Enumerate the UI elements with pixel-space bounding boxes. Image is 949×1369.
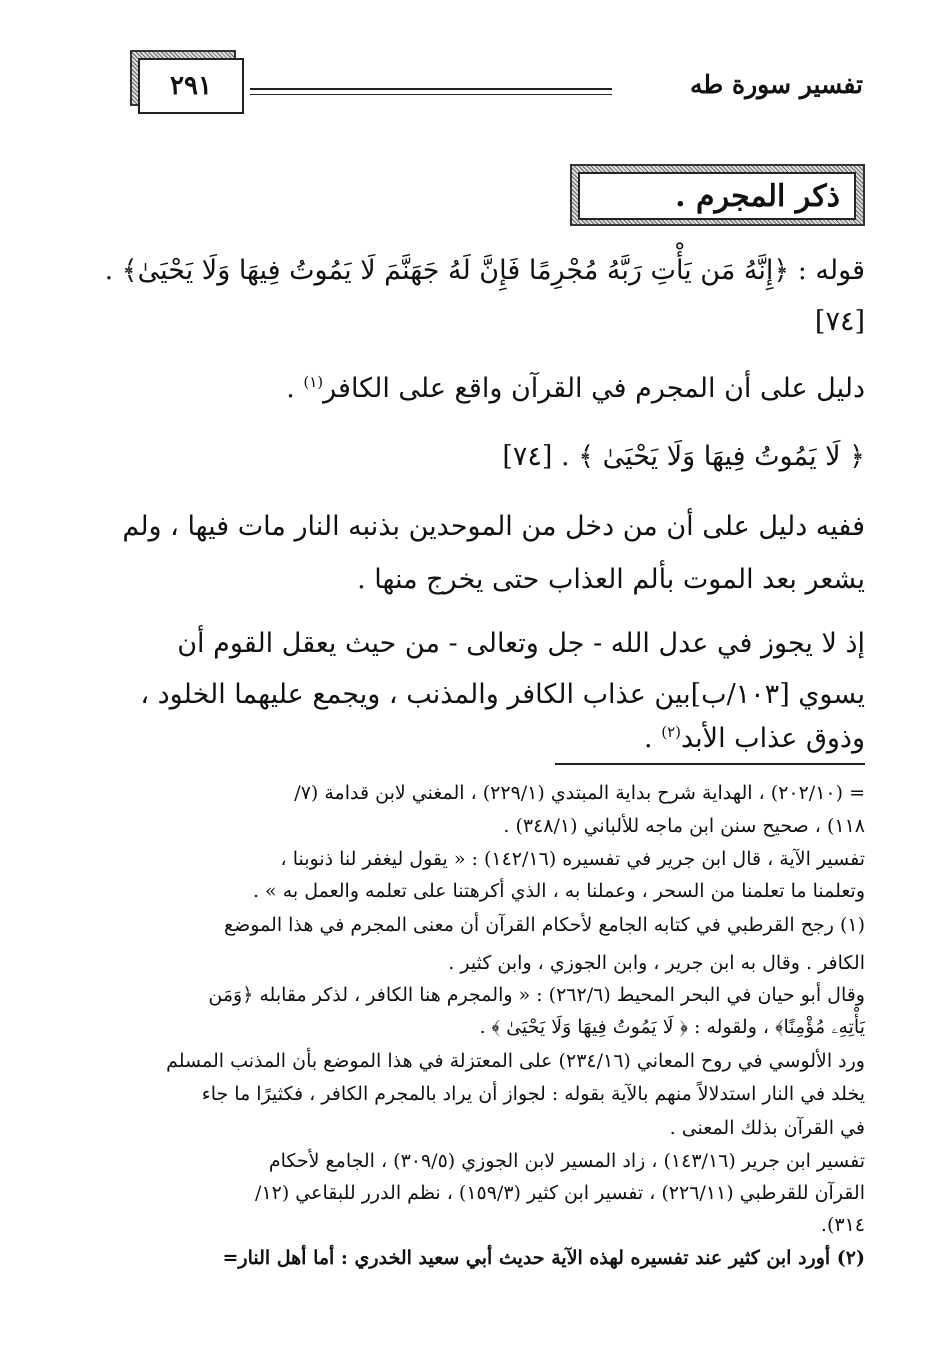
footnote-line: وتعلمنا ما تعلمنا من السحر ، وعملنا به ، الذي أكرهتنا على تعلمه والعمل به » .: [252, 880, 865, 902]
paragraph-3-line-3-text: وذوق عذاب الأبد: [680, 723, 865, 754]
paragraph-2-line-2: يشعر بعد الموت بألم العذاب حتى يخرج منها .: [357, 564, 865, 595]
paragraph-1: [286, 372, 865, 406]
page-number: ٢٩١: [170, 71, 212, 101]
section-heading: ذكر المجرم .: [675, 178, 840, 214]
footnote-1-line: في القرآن بذلك المعنى .: [669, 1117, 865, 1139]
quote-line-1: قوله : ﴿إِنَّهُ مَن يَأْتِ رَبَّهُ مُجْرِمًا فَإِنَّ لَهُ جَهَنَّمَ لَا يَمُوتُ فِيهَا وَلَا يَحْيَىٰ﴾ .: [104, 255, 865, 286]
footnote-separator: [555, 763, 865, 765]
footnote-line: تفسير الآية ، قال ابن جرير في تفسيره (١٤٢/١٦) : « يقول ليغفر لنا ذنوبنا ،: [280, 848, 865, 870]
footnote-1-line: تفسير ابن جرير (١٤٣/١٦) ، زاد المسير لابن الجوزي (٣٠٩/٥) ، الجامع لأحكام: [268, 1150, 865, 1172]
running-header-title: تفسير سورة طه: [690, 70, 863, 99]
footnote-marker-2[interactable]: (٢): [661, 723, 681, 741]
paragraph-2-line-1-text: ففيه دليل على أن من دخل من الموحدين بذنبه النار مات فيها ، ولم: [122, 511, 865, 542]
paragraph-3-end: .: [644, 723, 662, 754]
footnote-1-line: (١) رجح القرطبي في كتابه الجامع لأحكام القرآن أن معنى المجرم في هذا الموضع: [223, 914, 865, 936]
paragraph-2-line-1: [122, 510, 865, 544]
footnote-1-line: الكافر . وقال به ابن جرير ، وابن الجوزي ، وابن كثير .: [448, 952, 865, 974]
paragraph-3-line-1: إذ لا يجوز في عدل الله - جل وتعالى - من حيث يعقل القوم أن: [177, 628, 865, 659]
footnote-2-line: (٢) أورد ابن كثير عند تفسيره لهذه الآية حديث أبي سعيد الخدري : أما أهل النار=: [222, 1247, 865, 1269]
footnote-1-line: ٣١٤).: [820, 1214, 865, 1236]
footnote-1-line: يخلد في النار استدلالاً منهم بالآية بقوله : لجواز أن يراد بالمجرم الكافر ، فكثيرًا ما جاء: [201, 1083, 865, 1105]
paragraph-3-line-3: [644, 722, 865, 756]
header-rule-thin: [250, 94, 612, 95]
footnote-1-line: وقال أبو حيان في البحر المحيط (٢٦٢/٦) : « والمجرم هنا الكافر ، لذكر مقابله ﴿وَمَن: [208, 984, 865, 1006]
paragraph-1-text: دليل على أن المجرم في القرآن واقع على الكافر: [323, 373, 865, 404]
quote-line-2: ﴿ لَا يَمُوتُ فِيهَا وَلَا يَحْيَىٰ ﴾ . [٧٤]: [502, 441, 865, 472]
footnote-line: = (٢٠٢/١٠) ، الهداية شرح بداية المبتدي (٢٢٩/١) ، المغني لابن قدامة (٧/: [294, 782, 865, 804]
footnote-marker-1[interactable]: (١): [303, 373, 324, 391]
footnote-line: ١١٨) ، صحيح سنن ابن ماجه للألباني (٣٤٨/١) .: [503, 815, 865, 837]
page-number-frame: [138, 58, 244, 114]
header-rule: [250, 88, 612, 90]
section-heading-box: [578, 172, 856, 220]
quote-reference: [٧٤]: [814, 306, 865, 337]
paragraph-3-line-2: يسوي [١٠٣/ب]بين عذاب الكافر والمذنب ، ويجمع عليهما الخلود ،: [140, 679, 865, 710]
footnote-1-line: ورد الألوسي في روح المعاني (٢٣٤/١٦) على المعتزلة في هذا الموضع بأن المذنب المسلم: [166, 1050, 865, 1072]
footnote-1-line: يَأْتِهِۦ مُؤْمِنًا﴾ ، ولقوله : ﴿ لَا يَمُوتُ فِيهَا وَلَا يَحْيَىٰ ﴾ .: [479, 1016, 865, 1038]
footnote-1-line: القرآن للقرطبي (٢٢٦/١١) ، تفسير ابن كثير (١٥٩/٣) ، نظم الدرر للبقاعي (١٢/: [255, 1182, 865, 1204]
paragraph-1-end: .: [286, 373, 304, 404]
